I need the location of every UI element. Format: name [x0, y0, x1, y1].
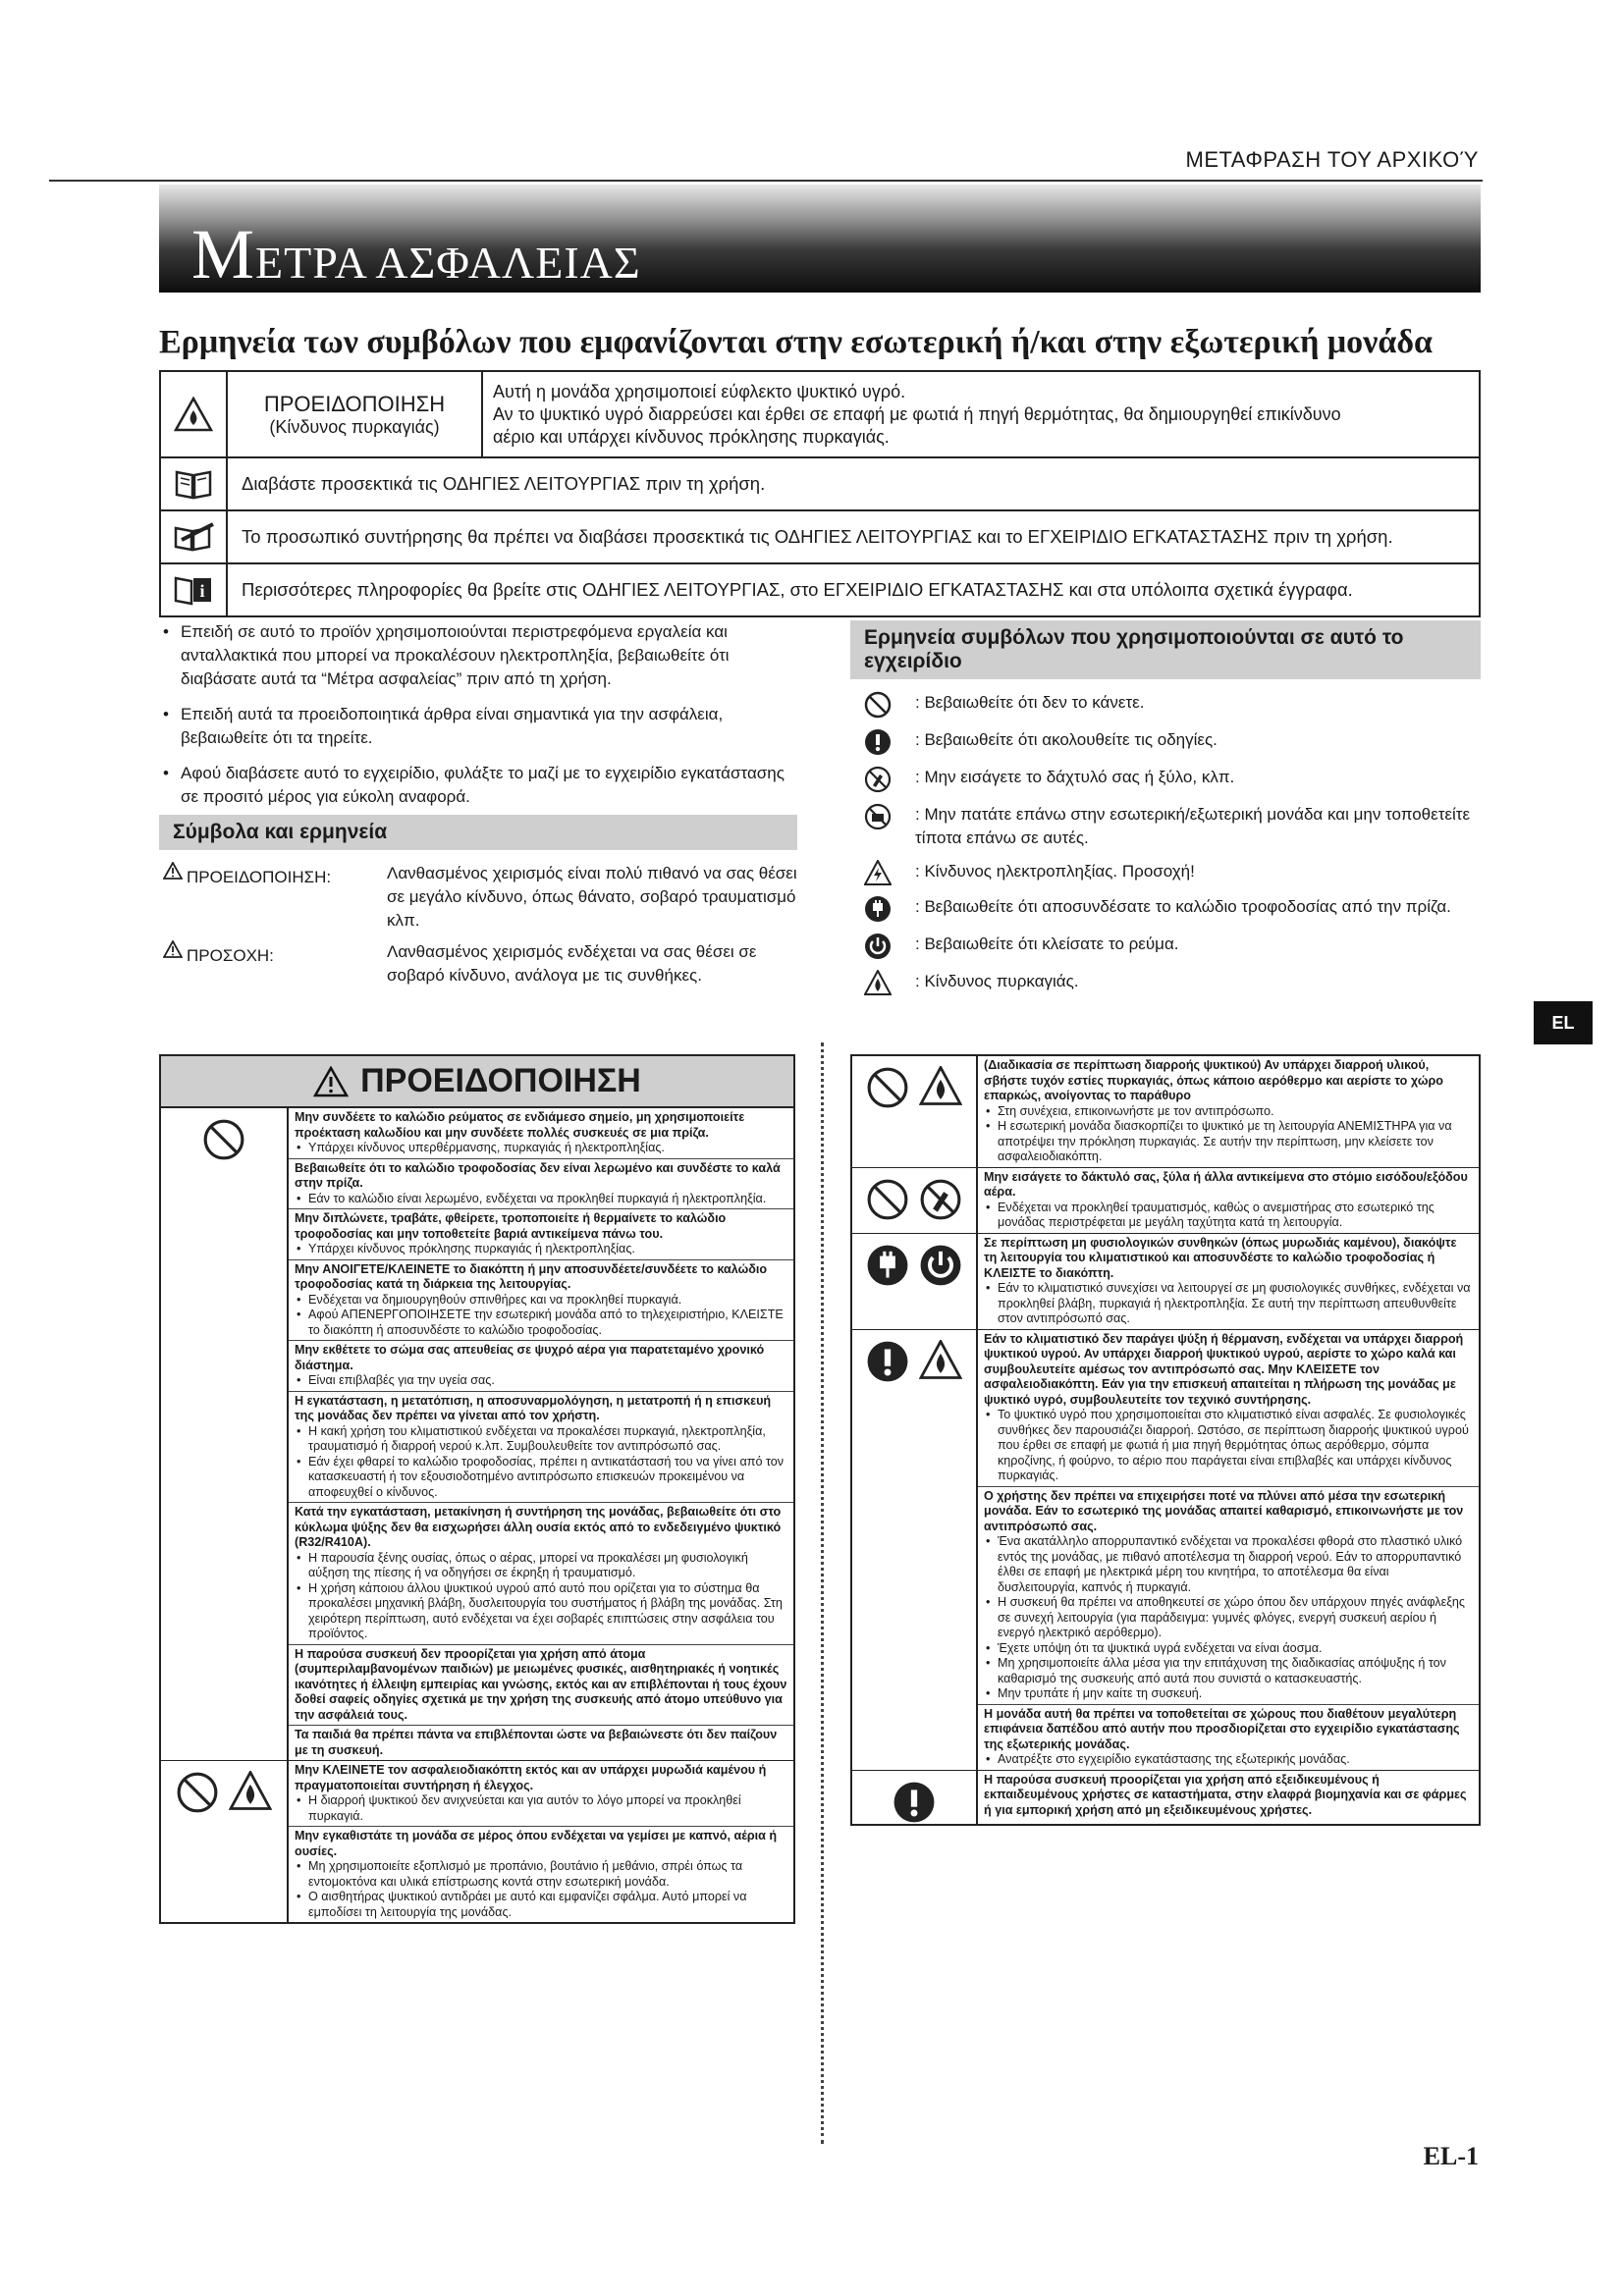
list-item: : Κίνδυνος πυρκαγιάς. — [850, 970, 1481, 995]
warning-item: Τα παιδιά θα πρέπει πάντα να επιβλέπονται ώστε να βεβαιώνεστε ότι δεν παίζουν με τη συσκευή. — [295, 1728, 778, 1757]
mandatory-icon — [864, 728, 892, 756]
service-manual-icon — [161, 511, 228, 562]
list-item: : Κίνδυνος ηλεκτροπληξίας. Προσοχή! — [850, 860, 1481, 885]
book-icon — [161, 458, 228, 509]
warning-triangle-icon — [163, 862, 183, 880]
warning-text: Αυτή η μονάδα χρησιμοποιεί εύφλεκτο ψυκτικό υγρό. Αν το ψυκτικό υγρό διαρρεύσει και έρθει σε επαφή με φωτιά ή πηγή θερμότητας, θα δημιουργηθεί επικίνδυνο αέριο και υπάρχει κίνδυνος πρόκλησης πυρκαγιάς. — [493, 381, 1341, 447]
language-tab: EL — [1534, 1001, 1593, 1044]
warning-item: Κατά την εγκατάσταση, μετακίνηση ή συντήρηση της μονάδας, βεβαιωθείτε ότι στο κύκλωμα ψύξης δεν θα εισχωρήσει άλλη ουσία εκτός από το ενδεδειγμένο ψυκτικό (R32/R410A). • Η παρουσία ξένης ουσίας, όπως ο αέρας, μπορεί να προκαλέσει μη φυσιολογική αύξηση της πίεσης ή να οδηγήσει σε έκρηξη ή τραυματισμό. • Η χρήση κάποιου άλλου ψυκτικού υγρού από αυτό που ορίζεται για το σύστημα θα προκαλέσει μηχανική βλάβη, δυσλειτουργία του συστήματος ή βλάβη της μονάδας. Στη χειρότερη περίπτωση, αυτό ενδέχεται να έχει σοβαρές επιπτώσεις στην ασφάλεια του προϊόντος. — [289, 1503, 793, 1645]
symbols-meaning-heading-wrap — [159, 815, 797, 850]
warning-heading: ΠΡΟΕΙΔΟΠΟΙΗΣΗ (Κίνδυνος πυρκαγιάς) — [228, 372, 483, 456]
fire-hazard-icon — [229, 1771, 272, 1810]
warning-row — [161, 372, 1479, 458]
list-item: : Βεβαιωθείτε ότι δεν το κάνετε. — [850, 691, 1481, 719]
warning-item: Η παρούσα συσκευή προορίζεται για χρήση από εξειδικευμένους ή εκπαιδευμένους χρήστες σε καταστήματα, στην ελαφρά βιομηχανία και σε φάρμες ή για εμπορική χρήση από μη εξειδικευμένους χρήστες. — [984, 1772, 1467, 1817]
definition-caution: ΠΡΟΣΟΧΗ: Λανθασμένος χειρισμός ενδέχεται να σας θέσει σε σοβαρό κίνδυνο, ανάλογα με τις συνθήκες. — [159, 940, 797, 988]
manual-symbols — [850, 620, 1481, 1005]
info-icon — [161, 564, 228, 615]
warning-box-heading: ΠΡΟΕΙΔΟΠΟΙΗΣΗ — [161, 1056, 793, 1108]
prohibition-icon — [866, 1066, 909, 1109]
fire-hazard-icon — [161, 372, 228, 456]
warning-item: Η παρούσα συσκευή δεν προορίζεται για χρήση από άτομα (συμπεριλαμβανομένων παιδιών) με μειωμένες φυσικές, αισθητηριακές ή νοητικές ικανότητες ή έλλειψη εμπειρίας και γνώσης, εκτός και αν επιβλέπονται ή τους έχουν δοθεί σαφείς οδηγίες σχετικά με την χρήση της συσκευής από άτομο υπεύθυνο για την ασφάλειά τους. — [289, 1645, 793, 1727]
warning-item: Μην εισάγετε το δάκτυλό σας, ξύλα ή άλλα αντικείμενα στο στόμιο εισόδου/εξόδου αέρα. • Ενδέχεται να προκληθεί τραυματισμός, καθώς ο ανεμιστήρας στο εσωτερικό της μονάδας περιστρέφεται με μεγάλη ταχύτητα κατά τη λειτουργία. — [978, 1168, 1479, 1233]
service-manual-text: Το προσωπικό συντήρησης θα πρέπει να διαβάσει προσεκτικά τις ΟΔΗΓΙΕΣ ΛΕΙΤΟΥΡΓΙΑΣ και το ΕΓΧΕΙΡΙΔΙΟ ΕΓΚΑΤΑΣΤΑΣΗΣ πριν τη χρήση. — [242, 526, 1393, 547]
warning-box-continued — [850, 1054, 1481, 1826]
header-rule — [49, 180, 1483, 182]
warning-item: Μην ΑΝΟΙΓΕΤΕ/ΚΛΕΙΝΕΤΕ το διακόπτη ή μην αποσυνδέετε/συνδέετε το καλώδιο τροφοδοσίας κατά τη διάρκεια της λειτουργίας. • Ενδέχεται να δημιουργηθούν σπινθήρες και να προκληθεί πυρκαγιά. • Αφού ΑΠΕΝΕΡΓΟΠΟΙΗΣΕΤΕ την εσωτερική μονάδα από το τηλεχειριστήριο, ΚΛΕΙΣΤΕ το διακόπτη ή αποσυνδέστε το καλώδιο τροφοδοσίας. — [289, 1260, 793, 1342]
list-item: : Βεβαιωθείτε ότι αποσυνδέσατε το καλώδιο τροφοδοσίας από την πρίζα. — [850, 895, 1481, 923]
svg-text:i: i — [199, 581, 205, 601]
column-divider — [821, 1042, 824, 2144]
intro-bullets — [159, 620, 797, 821]
warning-item: Μην ΚΛΕΙΝΕΤΕ τον ασφαλειοδιακόπτη εκτός και αν υπάρχει μυρωδιά καμένου ή πραγματοποιείται συντήρηση ή έλεγχος. • Η διαρροή ψυκτικού δεν ανιχνεύεται και για αυτόν το λόγο μπορεί να προκληθεί πυρκαγιά. — [289, 1761, 793, 1827]
power-off-icon — [864, 933, 892, 960]
symbols-meaning-list — [159, 862, 797, 993]
list-item: • Αφού διαβάσετε αυτό το εγχειρίδιο, φυλάξτε το μαζί με το εγχειρίδιο εγκατάστασης σε προσιτό μέρος για εύκολη αναφορά. — [159, 762, 797, 809]
list-item: • Επειδή σε αυτό το προϊόν χρησιμοποιούνται περιστρεφόμενα εργαλεία και ανταλλακτικά που μπορεί να προκαλέσουν ηλεκτροπληξία, βεβαιωθείτε ότι διαβάσατε αυτά τα “Μέτρα ασφαλείας” πριν από τη χρήση. — [159, 620, 797, 691]
symbols-subtitle: Ερμηνεία των συμβόλων που εμφανίζονται στην εσωτερική ή/και στην εξωτερική μονάδα — [159, 324, 1433, 360]
info-row — [161, 564, 1479, 615]
caution-triangle-icon — [163, 940, 183, 958]
read-manual-row — [161, 458, 1479, 511]
prohibition-icon — [202, 1118, 245, 1161]
prohibition-icon — [866, 1178, 909, 1221]
mandatory-icon — [866, 1340, 909, 1383]
power-off-icon — [919, 1244, 962, 1287]
no-finger-icon — [864, 766, 892, 793]
fire-hazard-icon — [919, 1066, 962, 1105]
symbols-meaning-heading: Σύμβολα και ερμηνεία — [159, 815, 797, 850]
warning-group — [161, 1108, 793, 1761]
page-number: EL-1 — [1423, 2142, 1479, 2170]
read-manual-text: Διαβάστε προσεκτικά τις ΟΔΗΓΙΕΣ ΛΕΙΤΟΥΡΓΙΑΣ πριν τη χρήση. — [242, 473, 766, 494]
warning-triangle-icon — [313, 1066, 349, 1097]
list-item: • Επειδή αυτά τα προειδοποιητικά άρθρα είναι σημαντικά για την ασφάλεια, βεβαιωθείτε ότι τα τηρείτε. — [159, 703, 797, 750]
unit-symbols-table — [159, 370, 1481, 617]
mandatory-icon — [893, 1781, 936, 1824]
fire-hazard-icon — [864, 970, 892, 995]
manual-symbols-heading: Ερμηνεία συμβόλων που χρησιμοποιούνται σε αυτό το εγχειρίδιο — [850, 620, 1481, 679]
page-title: ΜΕΤΡΑ ΑΣΦΑΛΕΙΑΣ — [191, 215, 641, 294]
list-item: : Μην πατάτε επάνω στην εσωτερική/εξωτερική μονάδα και μην τοποθετείτε τίποτα επάνω σε αυτές. — [850, 803, 1481, 850]
warning-item: Ο χρήστης δεν πρέπει να επιχειρήσει ποτέ να πλύνει από μέσα την εσωτερική μονάδα. Εάν το εσωτερικό της μονάδας απαιτεί καθαρισμό, επικοινωνήστε με τον αντιπρόσωπό σας. • Ένα ακατάλληλο απορρυπαντικό ενδέχεται να προκαλέσει φθορά στο πλαστικό υλικό εντός της μονάδας, με πιθανό αποτέλεσμα τη διαρροή νερού. Εάν το απορρυπαντικό έλθει σε επαφή με ηλεκτρικά μέρη του κινητήρα, το αποτέλεσμα θα είναι δυσλειτουργία, καπνός ή πυρκαγιά. • Η συσκευή θα πρέπει να αποθηκευτεί σε χώρο όπου δεν υπάρχουν πηγές ανάφλεξης σε συνεχή λειτουργία (για παράδειγμα: γυμνές φλόγες, ενεργή συσκευή αερίου ή ενεργό ηλεκτρικό αερόθερμο). • Έχετε υπόψη ότι τα ψυκτικά υγρά ενδέχεται να είναι άοσμα. • Μη χρησιμοποιείτε άλλα μέσα για την επιτάχυνση της διαδικασίας απόψυξης ή τον καθαρισμό της συσκευής από αυτά που συνιστά ο κατασκευαστής. • Μην τρυπάτε ή μην καίτε τη συσκευή. — [978, 1487, 1479, 1705]
definition-warning: ΠΡΟΕΙΔΟΠΟΙΗΣΗ: Λανθασμένος χειρισμός είναι πολύ πιθανό να σας θέσει σε μεγάλο κίνδυνο, όπως θάνατο, σοβαρό τραυματισμό κλπ. — [159, 862, 797, 933]
service-manual-row — [161, 511, 1479, 564]
electric-shock-icon — [864, 860, 892, 885]
info-text: Περισσότερες πληροφορίες θα βρείτε στις ΟΔΗΓΙΕΣ ΛΕΙΤΟΥΡΓΙΑΣ, στο ΕΓΧΕΙΡΙΔΙΟ ΕΓΚΑΤΑΣΤΑΣΗΣ και στα υπόλοιπα σχετικά έγγραφα. — [242, 579, 1353, 600]
warning-item: Η εγκατάσταση, η μετατόπιση, η αποσυναρμολόγηση, η μετατροπή ή η επισκευή της μονάδας δεν πρέπει να γίνεται από τον χρήστη. • Η κακή χρήση του κλιματιστικού ενδέχεται να προκαλέσει πυρκαγιά, ηλεκτροπληξία, τραυματισμό ή διαρροή νερού κ.λπ. Συμβουλευθείτε τον αντιπρόσωπό σας. • Εάν έχει φθαρεί το καλώδιο τροφοδοσίας, πρέπει η αντικατάστασή του να γίνει από τον κατασκευαστή ή τον εξουσιοδοτημένο αντιπρόσωπο επισκευών προκειμένου να αποφευχθεί ο κίνδυνος. — [289, 1392, 793, 1504]
warning-item: Σε περίπτωση μη φυσιολογικών συνθηκών (όπως μυρωδιάς καμένου), διακόψτε τη λειτουργία του κλιματιστικού και αποσυνδέστε το καλώδιο τροφοδοσίας ή ΚΛΕΙΣΤΕ το διακόπτη. • Εάν το κλιματιστικό συνεχίσει να λειτουργεί σε μη φυσιολογικές συνθήκες, ενδέχεται να προκληθεί βλάβη, πυρκαγιά ή ηλεκτροπληξία. Σε αυτή την περίπτωση απευθυνθείτε στον αντιπρόσωπό σας. — [978, 1234, 1479, 1329]
warning-item: Η μονάδα αυτή θα πρέπει να τοποθετείται σε χώρους που διαθέτουν μεγαλύτερη επιφάνεια δαπέδου από αυτήν που προσδιορίζεται στο εγχειρίδιο εγκατάστασης της εξωτερικής μονάδας. • Ανατρέξτε στο εγχειρίδιο εγκατάστασης της εξωτερικής μονάδας. — [978, 1705, 1479, 1770]
warning-group — [852, 1056, 1479, 1168]
prohibition-icon — [176, 1771, 219, 1814]
list-item: : Βεβαιωθείτε ότι ακολουθείτε τις οδηγίες. — [850, 728, 1481, 756]
list-item: : Βεβαιωθείτε ότι κλείσατε το ρεύμα. — [850, 933, 1481, 960]
warning-item: Μην διπλώνετε, τραβάτε, φθείρετε, τροποποιείτε ή θερμαίνετε το καλώδιο τροφοδοσίας και μην τοποθετείτε βαριά αντικείμενα πάνω του. • Υπάρχει κίνδυνος πρόκλησης πυρκαγιάς ή ηλεκτροπληξίας. — [289, 1209, 793, 1260]
unplug-icon — [864, 895, 892, 923]
warning-box — [159, 1054, 795, 1924]
warning-group — [852, 1330, 1479, 1771]
warning-item: Βεβαιωθείτε ότι το καλώδιο τροφοδοσίας δεν είναι λερωμένο και συνδέστε το καλά στην πρίζα. • Εάν το καλώδιο είναι λερωμένο, ενδέχεται να προκληθεί πυρκαγιά ή ηλεκτροπληξία. — [289, 1159, 793, 1210]
fire-hazard-icon — [919, 1340, 962, 1379]
no-step-icon — [864, 803, 892, 830]
unplug-icon — [866, 1244, 909, 1287]
original-translation-label: ΜΕΤΑΦΡΑΣΗ ΤΟΥ ΑΡΧΙΚΟΎ — [1185, 147, 1479, 172]
warning-item: Μην εκθέτετε το σώμα σας απευθείας σε ψυχρό αέρα για παρατεταμένο χρονικό διάστημα. • Είναι επιβλαβές για την υγεία σας. — [289, 1341, 793, 1392]
warning-group — [852, 1168, 1479, 1234]
warning-group — [161, 1761, 793, 1922]
warning-item: (Διαδικασία σε περίπτωση διαρροής ψυκτικού) Αν υπάρχει διαρροή υλικού, σβήστε τυχόν εστίες πυρκαγιάς, όπως κάποιο αερόθερμο και αερίστε το χώρο επαρκώς, ανοίγοντας το παράθυρο • Στη συνέχεια, επικοινωνήστε με τον αντιπρόσωπο. • Η εσωτερική μονάδα διασκορπίζει το ψυκτικό με τη λειτουργία ΑΝΕΜΙΣΤΗΡΑ για να αποτρέψει την πρόκληση πυρκαγιάς. Σε αυτήν την περίπτωση, μην κλείσετε τον ασφαλειοδιακόπτη. — [978, 1056, 1479, 1167]
no-finger-icon — [919, 1178, 962, 1221]
prohibition-icon — [864, 691, 892, 719]
list-item: : Μην εισάγετε το δάχτυλό σας ή ξύλο, κλπ. — [850, 766, 1481, 793]
warning-item: Εάν το κλιματιστικό δεν παράγει ψύξη ή θέρμανση, ενδέχεται να υπάρχει διαρροή ψυκτικού υγρού. Αν υπάρχει διαρροή ψυκτικού υγρού, αερίστε το χώρο καλά και συμβουλευτείτε αμέσως τον αντιπρόσωπό σας. Μην ΚΛΕΙΣΕΤΕ τον ασφαλειοδιακόπτη. Εάν για την επισκευή απαιτείται η πλήρωση της μονάδας με ψυκτικό υγρό, συμβουλευτείτε τον τεχνικό συντήρησης. • Το ψυκτικό υγρό που χρησιμοποιείται στο κλιματιστικό είναι ασφαλές. Σε φυσιολογικές συνθήκες δεν παρουσιάζει διαρροή. Ωστόσο, σε περίπτωση διαρροής ψυκτικού υγρού που έρθει σε επαφή με φωτιά ή μια πηγή θερμότητας όπως αερόθερμο, σόμπα κηροζίνης, ή φούρνο, το αέριο που παράγεται είναι επιβλαβές και υπάρχει κίνδυνος πυρκαγιάς. — [978, 1330, 1479, 1487]
warning-item: Μην συνδέετε το καλώδιο ρεύματος σε ενδιάμεσο σημείο, μη χρησιμοποιείτε προέκταση καλωδίου και μην συνδέετε πολλές συσκευές σε μια πρίζα. • Υπάρχει κίνδυνος υπερθέρμανσης, πυρκαγιάς ή ηλεκτροπληξίας. — [289, 1108, 793, 1159]
warning-group — [852, 1234, 1479, 1330]
warning-item: Μην εγκαθιστάτε τη μονάδα σε μέρος όπου ενδέχεται να γεμίσει με καπνό, αέρια ή ουσίες. • Μη χρησιμοποιείτε εξοπλισμό με προπάνιο, βουτάνιο ή μεθάνιο, σπρέι όπως τα εντομοκτόνα και υλικά επίστρωσης κοντά στην εσωτερική μονάδα. • Ο αισθητήρας ψυκτικού αντιδράει με αυτό και εμφανίζει σφάλμα. Αυτό μπορεί να εμποδίσει τη λειτουργία της μονάδας. — [289, 1827, 793, 1922]
warning-group — [852, 1771, 1479, 1824]
